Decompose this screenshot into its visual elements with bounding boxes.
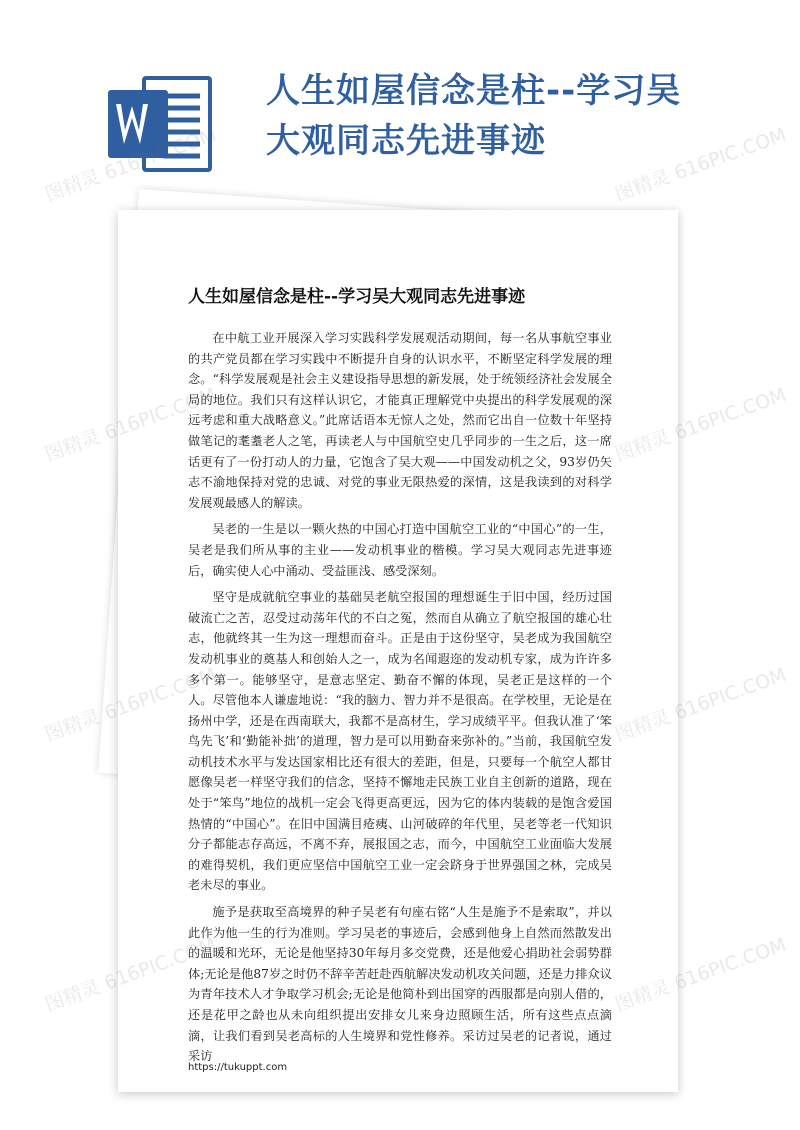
watermark: 图精灵 616PIC.COM xyxy=(612,933,790,1017)
paragraph: 坚守是成就航空事业的基础吴老航空报国的理想诞生于旧中国，经历过国破流亡之苦，忍受过动荡年代的不白之冤，然而自从确立了航空报国的雄心壮志，他就终其一生为这一理想而奋斗。正是由于这份坚守，吴老成为我国航空发动机事业的奠基人和创始人之一，成为名闻遐迩的发动机专家，成为许许多多个第一。能够坚守，是意志坚定、勤奋不懈的体现，吴老正是这样的一个人。尽管他本人谦虚地说：“我的脑力、智力并不是很高。在学校里，无论是在扬州中学，还是在西南联大，我都不是高材生，学习成绩平平。但我认准了‘笨鸟先飞’和‘勤能补拙’的道理，智力是可以用勤奋来弥补的。”当前，我国航空发动机技术水平与发达国家相比还有很大的差距，但是，只要每一个航空人都甘愿像吴老一样坚守我们的信念，坚持不懈地走民族工业自主创新的道路，现在处于“笨鸟”地位的战机一定会飞得更高更远，因为它的体内装载的是饱含爱国热情的“中国心”。在旧中国满目疮痍、山河破碎的年代里，吴老等老一代知识分子都能志存高远，不离不弃，展报国之志，而今，中国航空工业面临大发展的难得契机，我们更应坚信中国航空工业一定会跻身于世界强国之林，完成吴老未尽的事业。 xyxy=(188,590,612,893)
paragraph: 在中航工业开展深入学习实践科学发展观活动期间，每一名从事航空事业的共产党员都在学习实践中不断提升自身的认识水平，不断坚定科学发展的理念。“科学发展观是社会主义建设指导思想的新发展，处于统领经济社会发展全局的地位。我们只有这样认识它，才能真正理解党中央提出的科学发展观的深远考虑和重大战略意义。”此席话语本无惊人之处，然而它出自一位数十年坚持做笔记的耄耋老人之笔，再读老人与中国航空史几乎同步的一生之后，这一席话更有了一份打动人的力量，它饱含了吴大观——中国发动机之父，93岁仍矢志不渝地保持对党的忠诚、对党的事业无限热爱的深情，这是我读到的对科学发展观最感人的解读。 xyxy=(188,331,612,510)
watermark: 图精灵 xyxy=(42,425,104,467)
paragraph: 吴老的一生是以一颗火热的中国心打造中国航空工业的“中国心”的一生，吴老是我们所从事的主业——发动机事业的楷模。学习吴大观同志先进事迹后，确实使人心中涌动、受益匪浅、感受深刻。 xyxy=(188,522,612,578)
word-document-icon xyxy=(106,72,214,176)
document-body xyxy=(188,328,612,1073)
watermark: 图精灵 616PIC.COM xyxy=(612,123,790,207)
source-link[interactable]: https://tukuppt.com xyxy=(188,1062,288,1073)
document-title: 人生如屋信念是柱--学习吴大观同志先进事迹 xyxy=(188,287,526,307)
watermark: 图精灵 xyxy=(42,975,104,1017)
document-page xyxy=(118,210,678,1092)
watermark: 图精灵 616PIC.COM xyxy=(42,123,220,207)
header-title: 人生如屋信念是柱--学习吴大观同志先进事迹 xyxy=(266,71,682,161)
header xyxy=(0,0,800,210)
watermark: 图精灵 616PIC.COM xyxy=(612,383,790,467)
paragraph: 施予是获取至高境界的种子吴老有句座右铭“人生是施予不是索取”，并以此作为他一生的行为准则。学习吴老的事迹后，会感到他身上自然而然散发出的温暖和光环，无论是他坚持30年每月多交党费，还是他爱心捐助社会弱势群体;无论是他87岁之时仍不辞辛苦赶赴西航解决发动机攻关问题，还是力排众议为青年技术人才争取学习机会;无论是他简朴到出国穿的西服都是向别人借的，还是花甲之龄也从未向组织提出安排女儿来身边照顾生活，所有这些点点滴滴，让我们看到吴老高标的人生境界和党性修养。采访过吴老的记者说，通过采访 xyxy=(188,905,612,1064)
watermark: 图精灵 xyxy=(42,705,104,747)
watermark: 图精灵 616PIC.COM xyxy=(612,663,790,747)
